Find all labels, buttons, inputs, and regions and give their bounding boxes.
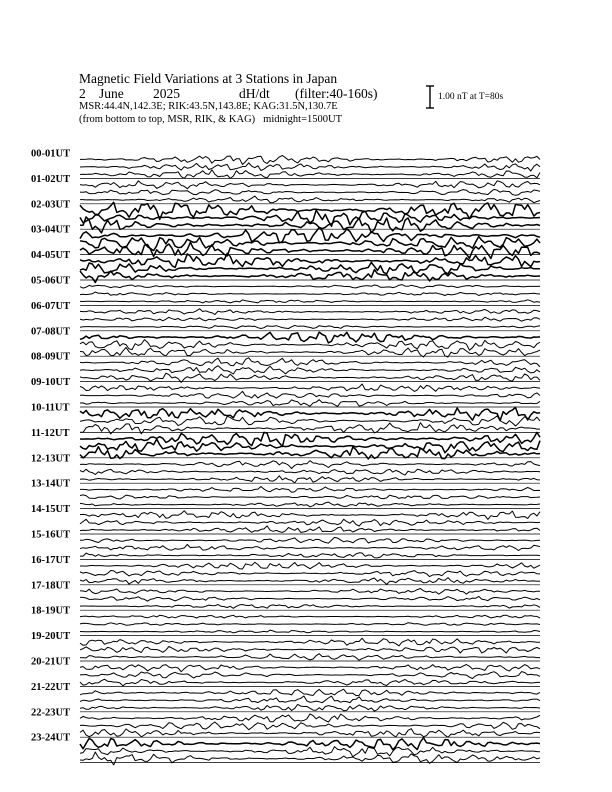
row-label: 20-21UT: [31, 656, 71, 668]
filter-label: (filter:40-160s): [295, 86, 378, 101]
row-label: 10-11UT: [31, 402, 70, 414]
quantity-label: dH/dt: [239, 86, 270, 101]
trace-rik: [80, 672, 540, 679]
trace-msr: [80, 553, 540, 558]
trace-rik: [80, 163, 540, 171]
trace-kag: [80, 432, 540, 446]
row-label: 15-16UT: [31, 529, 71, 541]
trace-msr: [80, 605, 540, 609]
trace-kag: [80, 562, 540, 569]
trace-rik: [80, 366, 540, 374]
trace-msr: [80, 400, 540, 407]
trace-msr: [80, 325, 540, 328]
trace-rik: [80, 237, 540, 251]
trace-kag: [80, 202, 540, 219]
trace-kag: [80, 714, 540, 722]
row-label: 03-04UT: [31, 224, 71, 236]
row-label: 06-07UT: [31, 300, 71, 312]
scale-bar: [426, 86, 434, 108]
trace-kag: [80, 487, 540, 493]
midnight-note: midnight=1500UT: [263, 114, 343, 125]
trace-kag: [80, 156, 540, 165]
date-day: 2: [79, 86, 86, 101]
station-order-note: (from bottom to top, MSR, RIK, & KAG): [79, 114, 256, 125]
trace-msr: [80, 502, 540, 507]
trace-kag: [80, 332, 540, 343]
chart-title: Magnetic Field Variations at 3 Stations in Japan: [79, 71, 338, 86]
trace-kag: [80, 408, 540, 421]
scale-bar-label: 1.00 nT at T=80s: [438, 92, 504, 102]
date-month: June: [99, 86, 124, 101]
trace-kag: [80, 228, 540, 243]
trace-rik: [80, 647, 540, 654]
trace-kag: [80, 358, 540, 367]
row-label: 19-20UT: [31, 631, 71, 643]
trace-kag: [80, 181, 540, 189]
trace-msr: [80, 270, 540, 283]
trace-kag: [80, 384, 540, 391]
trace-msr: [80, 217, 540, 233]
trace-kag: [80, 285, 540, 289]
trace-msr: [80, 242, 540, 258]
row-labels: [31, 149, 70, 744]
row-label: 14-15UT: [31, 504, 71, 516]
trace-rik: [80, 519, 540, 526]
row-label: 00-01UT: [31, 148, 71, 160]
trace-msr: [80, 300, 540, 303]
trace-kag: [80, 511, 540, 520]
trace-kag: [80, 537, 540, 543]
row-label: 21-22UT: [31, 681, 71, 693]
row-label: 12-13UT: [31, 453, 71, 465]
trace-kag: [80, 689, 540, 695]
row-label: 22-23UT: [31, 707, 71, 719]
trace-rik: [80, 623, 540, 626]
row-label: 01-02UT: [31, 173, 71, 185]
trace-msr: [80, 578, 540, 585]
trace-rik: [80, 292, 540, 296]
trace-msr: [80, 526, 540, 533]
trace-kag: [80, 638, 540, 646]
row-label: 17-18UT: [31, 580, 71, 592]
row-label: 16-17UT: [31, 554, 71, 566]
trace-kag: [80, 615, 540, 618]
trace-msr: [80, 729, 540, 738]
trace-group: [80, 156, 540, 765]
row-label: 05-06UT: [31, 275, 71, 287]
row-label: 07-08UT: [31, 326, 71, 338]
trace-msr: [80, 373, 540, 382]
trace-rik: [80, 722, 540, 730]
trace-rik: [80, 262, 540, 273]
trace-kag: [80, 461, 540, 469]
trace-rik: [80, 596, 540, 601]
trace-msr: [80, 196, 540, 203]
trace-kag: [80, 665, 540, 672]
trace-msr: [80, 170, 540, 179]
station-coordinates: MSR:44.4N,142.3E; RIK:43.5N,143.8E; KAG:31.5N,130.7E: [79, 101, 338, 112]
trace-msr: [80, 476, 540, 483]
trace-rik: [80, 571, 540, 577]
trace-rik: [80, 340, 540, 351]
row-label: 13-14UT: [31, 478, 71, 490]
trace-rik: [80, 189, 540, 195]
trace-msr: [80, 704, 540, 711]
trace-rik: [80, 469, 540, 475]
trace-msr: [80, 630, 540, 633]
trace-msr: [80, 654, 540, 661]
trace-msr: [80, 752, 540, 765]
trace-rik: [80, 747, 540, 757]
trace-rik: [80, 495, 540, 499]
row-label: 18-19UT: [31, 605, 71, 617]
trace-rik: [80, 544, 540, 550]
row-label: 02-03UT: [31, 199, 71, 211]
trace-rik: [80, 317, 540, 321]
trace-rik: [80, 391, 540, 398]
trace-kag: [80, 309, 540, 315]
row-label: 08-09UT: [31, 351, 71, 363]
date-year: 2025: [153, 86, 180, 101]
trace-msr: [80, 679, 540, 686]
trace-kag: [80, 589, 540, 595]
row-label: 23-24UT: [31, 732, 71, 744]
row-label: 04-05UT: [31, 250, 71, 262]
trace-rik: [80, 696, 540, 703]
row-label: 11-12UT: [31, 427, 70, 439]
row-label: 09-10UT: [31, 377, 71, 389]
